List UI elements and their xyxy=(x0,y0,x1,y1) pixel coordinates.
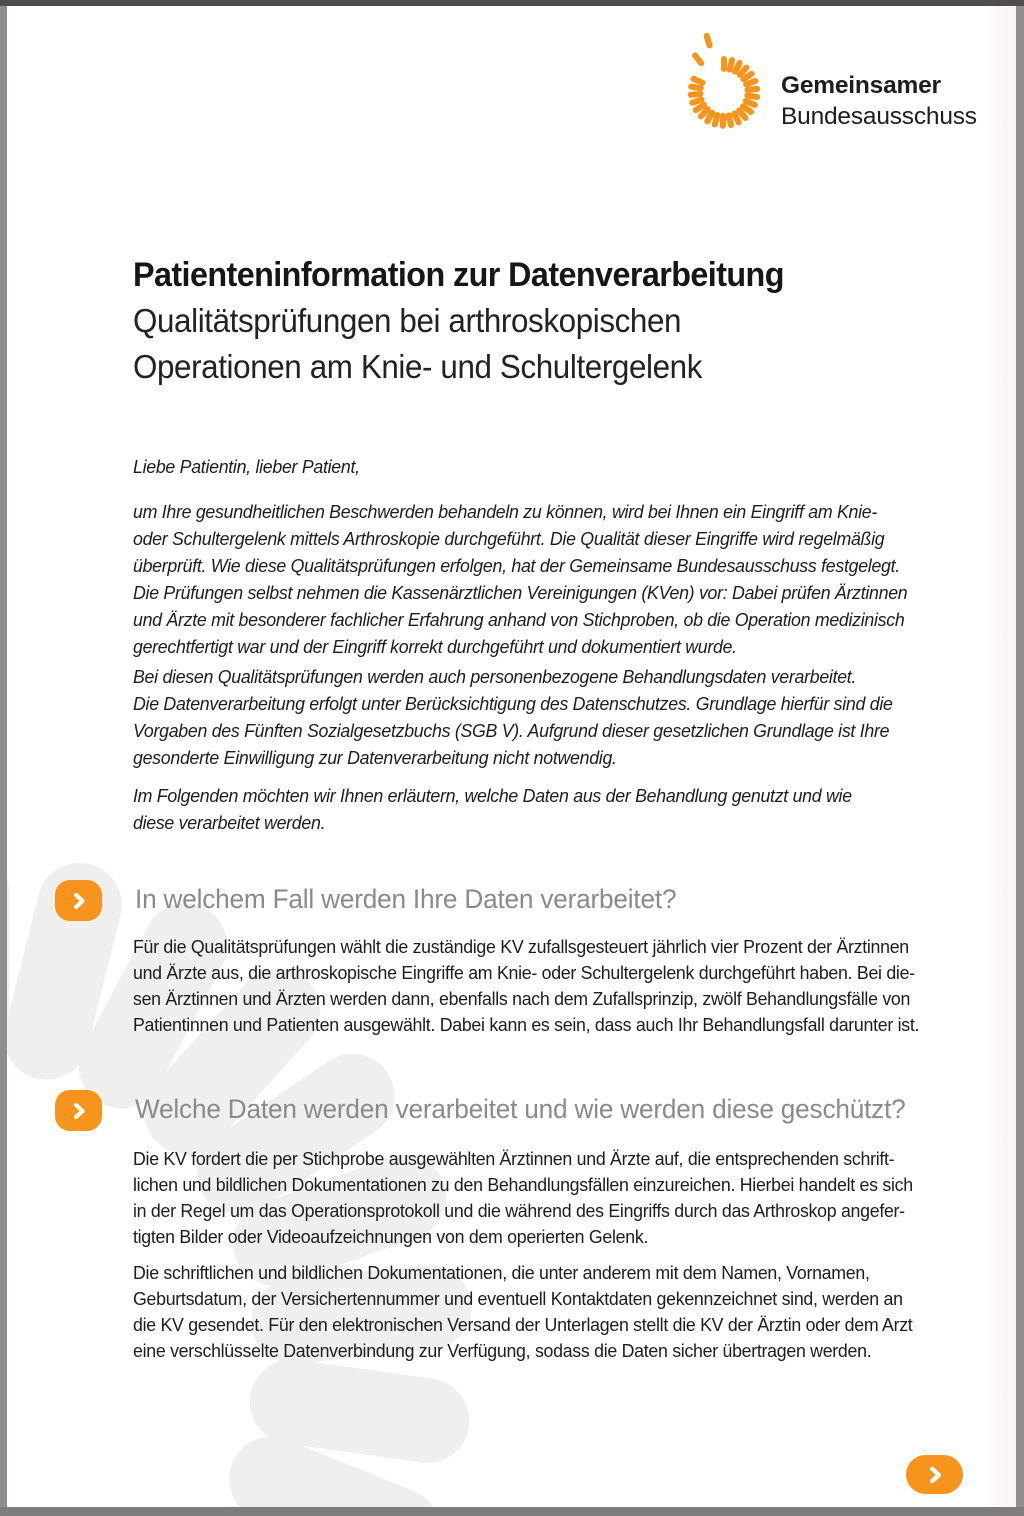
document-subtitle-line2: Operationen am Knie- und Schultergelenk xyxy=(133,348,703,385)
document-subtitle-line1: Qualitätsprüfungen bei arthroskopischen xyxy=(133,302,682,339)
text-line: Vorgaben des Fünften Sozialgesetzbuchs (SGB V). Aufgrund dieser gesetzlichen Grundlage ist Ihre xyxy=(133,720,890,741)
text-line: oder Schultergelenk mittels Arthroskopie durchgeführt. Die Qualität dieser Eingriffe wird regelmäßig xyxy=(133,528,885,549)
text-line: Patientinnen und Patienten ausgewählt. Dabei kann es sein, dass auch Ihr Behandlungsfall darunter ist. xyxy=(133,1014,920,1035)
chevron-right-icon xyxy=(67,889,91,913)
intro-paragraph-3 xyxy=(133,782,852,836)
window-top-edge xyxy=(0,0,1024,6)
document-title-block xyxy=(133,252,784,390)
text-line: Die schriftlichen und bildlichen Dokumentationen, die unter anderem mit dem Namen, Vornamen, xyxy=(133,1262,870,1283)
text-line: und Ärzte mit besonderer fachlicher Erfahrung anhand von Stichproben, ob die Operation medizinisch xyxy=(133,609,905,630)
gba-logo-icon xyxy=(668,25,780,143)
section-2-paragraph-2 xyxy=(133,1260,912,1364)
intro-paragraph-1 xyxy=(133,498,907,660)
text-line: sen Ärztinnen und Ärzten werden dann, ebenfalls nach dem Zufallsprinzip, zwölf Behandlungsfälle von xyxy=(133,988,911,1009)
text-line: in der Regel um das Operationsprotokoll und die während des Eingriffs durch das Arthroskop angefer- xyxy=(133,1200,905,1221)
text-line: diese verarbeitet werden. xyxy=(133,812,326,833)
text-line: Im Folgenden möchten wir Ihnen erläutern, welche Daten aus der Behandlung genutzt und wie xyxy=(133,785,852,806)
text-line: die KV gesendet. Für den elektronischen Versand der Unterlagen stellt die KV der Ärztin oder dem Arzt xyxy=(133,1314,913,1335)
chevron-right-icon xyxy=(924,1464,946,1486)
text-line: tigten Bilder oder Videoaufzeichnungen von dem operierten Gelenk. xyxy=(133,1226,649,1247)
section-1-bullet xyxy=(55,880,102,921)
text-line: gesonderte Einwilligung zur Datenverarbeitung nicht notwendig. xyxy=(133,747,617,768)
next-page-button[interactable] xyxy=(906,1455,963,1494)
chevron-right-icon xyxy=(67,1099,91,1123)
text-line: lichen und bildlichen Dokumentationen zu den Behandlungsfällen einzureichen. Hierbei handelt es sich xyxy=(133,1174,913,1195)
document-title: Patienteninformation zur Datenverarbeitung xyxy=(133,256,784,294)
section-1-paragraph-1 xyxy=(133,934,919,1038)
brand-wordmark xyxy=(781,70,977,132)
document-page xyxy=(7,6,1016,1507)
section-2-bullet xyxy=(55,1090,102,1131)
section-2-paragraph-1 xyxy=(133,1146,913,1250)
text-line: gerechtfertigt war und der Eingriff korrekt durchgeführt und dokumentiert wurde. xyxy=(133,636,737,657)
text-line: Geburtsdatum, der Versichertennummer und eventuell Kontaktdaten gekennzeichnet sind, werden an xyxy=(133,1288,903,1309)
text-line: und Ärzte aus, die arthroskopische Eingriffe am Knie- oder Schultergelenk durchgeführt haben. Bei die- xyxy=(133,962,915,983)
text-line: eine verschlüsselte Datenverbindung zur Verfügung, sodass die Daten sicher übertragen werden. xyxy=(133,1340,872,1361)
page-scan-edge xyxy=(985,6,1016,1507)
brand-name-bold: Gemeinsamer xyxy=(781,72,941,99)
window-bottom-edge xyxy=(0,1507,1024,1516)
intro-paragraph-2 xyxy=(133,663,893,771)
text-line: überprüft. Wie diese Qualitätsprüfungen erfolgen, hat der Gemeinsame Bundesausschuss festgelegt. xyxy=(133,555,900,576)
text-line: Für die Qualitätsprüfungen wählt die zuständige KV zufallsgesteuert jährlich vier Prozent der Ärztinnen xyxy=(133,936,909,957)
text-line: Die Datenverarbeitung erfolgt unter Berücksichtigung des Datenschutzes. Grundlage hierfür sind die xyxy=(133,693,893,714)
text-line: Die KV fordert die per Stichprobe ausgewählten Ärztinnen und Ärzte auf, die entsprechenden schrift- xyxy=(133,1148,895,1169)
salutation-text: Liebe Patientin, lieber Patient, xyxy=(133,456,360,477)
text-line: um Ihre gesundheitlichen Beschwerden behandeln zu können, wird bei Ihnen ein Eingriff am Knie- xyxy=(133,501,877,522)
text-line: Bei diesen Qualitätsprüfungen werden auch personenbezogene Behandlungsdaten verarbeitet. xyxy=(133,666,857,687)
section-2-heading: Welche Daten werden verarbeitet und wie werden diese geschützt? xyxy=(135,1094,906,1124)
brand-name-regular: Bundesausschuss xyxy=(781,103,977,130)
section-1-heading: In welchem Fall werden Ihre Daten verarbeitet? xyxy=(135,884,677,914)
text-line: Die Prüfungen selbst nehmen die Kassenärztlichen Vereinigungen (KVen) vor: Dabei prüfen Ärztinnen xyxy=(133,582,908,603)
